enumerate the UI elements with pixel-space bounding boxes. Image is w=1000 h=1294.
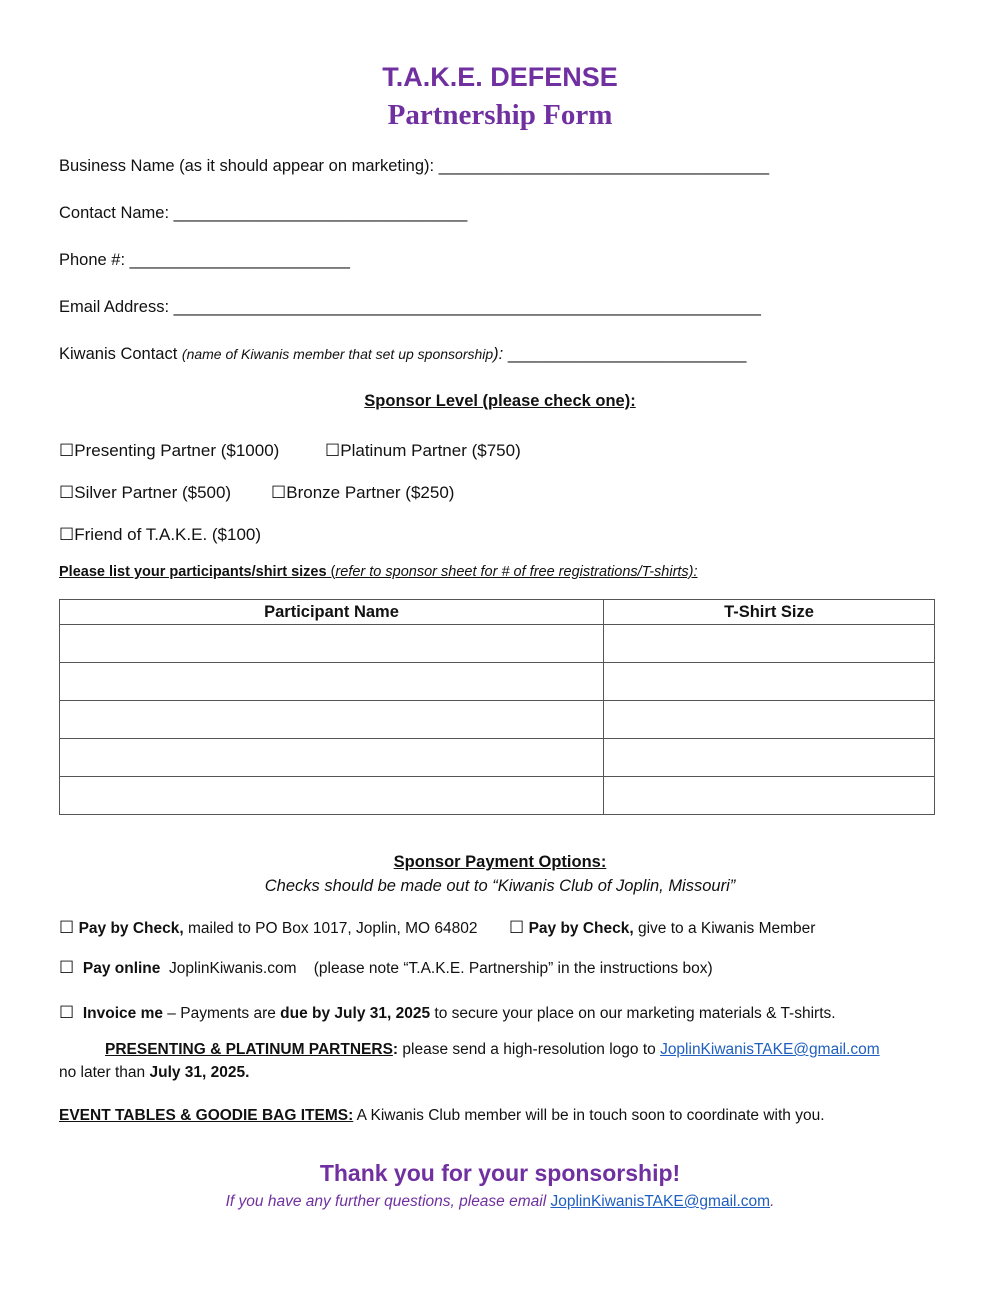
- option-text: mailed to PO Box 1017, Joplin, MO 64802: [183, 920, 478, 937]
- option-bold: Pay by Check,: [528, 920, 634, 937]
- logo-deadline-date: July 31, 2025.: [149, 1064, 250, 1081]
- participants-instruction-note: refer to sponsor sheet for # of free registrations/T-shirts):: [335, 564, 698, 580]
- checkbox-icon[interactable]: ☐: [59, 525, 75, 544]
- event-tables-note: [59, 1107, 825, 1125]
- table-row: [60, 663, 935, 701]
- option-text-end: to secure your place on our marketing materials & T-shirts.: [430, 1005, 836, 1022]
- tshirt-size-cell[interactable]: [604, 739, 935, 777]
- contact-email-link[interactable]: JoplinKiwanisTAKE@gmail.com: [550, 1193, 771, 1210]
- invoice-me-option[interactable]: [59, 1003, 836, 1023]
- participants-instruction-bold: Please list your participants/shirt sizes: [59, 564, 327, 580]
- option-platinum[interactable]: [325, 441, 521, 461]
- pay-online-option[interactable]: [59, 958, 713, 978]
- phone-field[interactable]: [59, 251, 350, 270]
- option-label: Silver Partner ($500): [74, 483, 232, 502]
- participant-name-cell[interactable]: [60, 663, 604, 701]
- checkbox-icon[interactable]: ☐: [59, 918, 75, 937]
- thank-you-message: Thank you for your sponsorship!: [319, 1160, 681, 1186]
- pay-by-check-mail-option[interactable]: [59, 918, 477, 938]
- pay-by-check-member-option[interactable]: [509, 918, 815, 938]
- presenting-partners-text: please send a high-resolution logo to: [398, 1041, 661, 1058]
- event-tables-text: A Kiwanis Club member will be in touch soon to coordinate with you.: [353, 1107, 825, 1124]
- participant-name-cell[interactable]: [60, 777, 604, 815]
- option-bold: Pay online: [82, 960, 161, 977]
- further-questions-text: If you have any further questions, please email: [225, 1193, 551, 1210]
- sponsor-level-heading: Sponsor Level (please check one):: [364, 392, 636, 410]
- table-row: [60, 701, 935, 739]
- table-row: [60, 777, 935, 815]
- option-bronze[interactable]: [271, 483, 454, 503]
- participants-instruction-open: (: [326, 564, 336, 580]
- contact-name-field[interactable]: [59, 204, 467, 223]
- option-bold: Invoice me: [82, 1005, 163, 1022]
- event-tables-label: EVENT TABLES & GOODIE BAG ITEMS:: [59, 1107, 354, 1124]
- participants-instruction: [59, 564, 698, 580]
- participants-table: [59, 599, 935, 815]
- further-questions: [0, 1193, 1000, 1211]
- checkbox-icon[interactable]: ☐: [271, 483, 287, 502]
- option-friend[interactable]: [59, 525, 261, 545]
- contact-name-line[interactable]: ________________________________: [173, 204, 468, 222]
- email-label: Email Address:: [59, 298, 170, 316]
- kiwanis-contact-field[interactable]: [59, 345, 746, 364]
- option-label: Presenting Partner ($1000): [74, 441, 280, 460]
- option-presenting[interactable]: [59, 441, 279, 461]
- participant-name-cell[interactable]: [60, 739, 604, 777]
- option-bold: Pay by Check,: [78, 920, 184, 937]
- checks-payable-note: Checks should be made out to “Kiwanis Club of Joplin, Missouri”: [264, 877, 736, 895]
- contact-name-label: Contact Name:: [59, 204, 170, 222]
- option-text: give to a Kiwanis Member: [633, 920, 816, 937]
- column-header-tshirt-size: T-Shirt Size: [604, 600, 935, 625]
- option-text: JoplinKiwanis.com (please note “T.A.K.E. Partnership” in the instructions box): [160, 960, 713, 977]
- tshirt-size-cell[interactable]: [604, 663, 935, 701]
- logo-deadline: [59, 1064, 249, 1082]
- option-silver[interactable]: [59, 483, 231, 503]
- participant-name-cell[interactable]: [60, 625, 604, 663]
- kiwanis-contact-note: (name of Kiwanis member that set up sponsorship: [181, 346, 494, 362]
- presenting-partners-colon: :: [392, 1041, 399, 1058]
- form-title: T.A.K.E. DEFENSE: [382, 62, 618, 92]
- table-row: [60, 625, 935, 663]
- phone-label: Phone #:: [59, 251, 126, 269]
- checkbox-icon[interactable]: ☐: [59, 1003, 75, 1022]
- further-questions-period: .: [770, 1193, 775, 1210]
- checkbox-icon[interactable]: ☐: [325, 441, 341, 460]
- logo-deadline-text: no later than: [59, 1064, 150, 1081]
- option-label: Bronze Partner ($250): [286, 483, 455, 502]
- tshirt-size-cell[interactable]: [604, 625, 935, 663]
- payment-heading: Sponsor Payment Options:: [393, 853, 607, 871]
- form-subtitle: Partnership Form: [387, 99, 613, 131]
- tshirt-size-cell[interactable]: [604, 777, 935, 815]
- kiwanis-contact-label: Kiwanis Contact: [59, 345, 178, 363]
- logo-email-link[interactable]: JoplinKiwanisTAKE@gmail.com: [660, 1041, 880, 1058]
- business-name-field[interactable]: [59, 157, 769, 176]
- option-text: – Payments are: [163, 1005, 281, 1022]
- tshirt-size-cell[interactable]: [604, 701, 935, 739]
- business-name-line[interactable]: ____________________________________: [438, 157, 770, 175]
- option-label: Platinum Partner ($750): [340, 441, 521, 460]
- business-name-label: Business Name (as it should appear on marketing):: [59, 157, 435, 175]
- participant-name-cell[interactable]: [60, 701, 604, 739]
- due-date: due by July 31, 2025: [280, 1005, 431, 1022]
- checkbox-icon[interactable]: ☐: [59, 441, 75, 460]
- email-field[interactable]: [59, 298, 761, 317]
- presenting-partners-note: [105, 1041, 880, 1059]
- option-label: Friend of T.A.K.E. ($100): [74, 525, 262, 544]
- phone-line[interactable]: ________________________: [129, 251, 350, 269]
- table-row: [60, 739, 935, 777]
- table-header-row: [60, 600, 935, 625]
- checkbox-icon[interactable]: ☐: [509, 918, 525, 937]
- presenting-partners-label: PRESENTING & PLATINUM PARTNERS: [105, 1041, 393, 1058]
- kiwanis-contact-line[interactable]: __________________________: [507, 345, 747, 363]
- checkbox-icon[interactable]: ☐: [59, 958, 75, 977]
- checkbox-icon[interactable]: ☐: [59, 483, 75, 502]
- column-header-participant-name: Participant Name: [60, 600, 604, 625]
- email-line[interactable]: ________________________________________________________________: [173, 298, 761, 316]
- kiwanis-contact-close: ):: [493, 345, 504, 363]
